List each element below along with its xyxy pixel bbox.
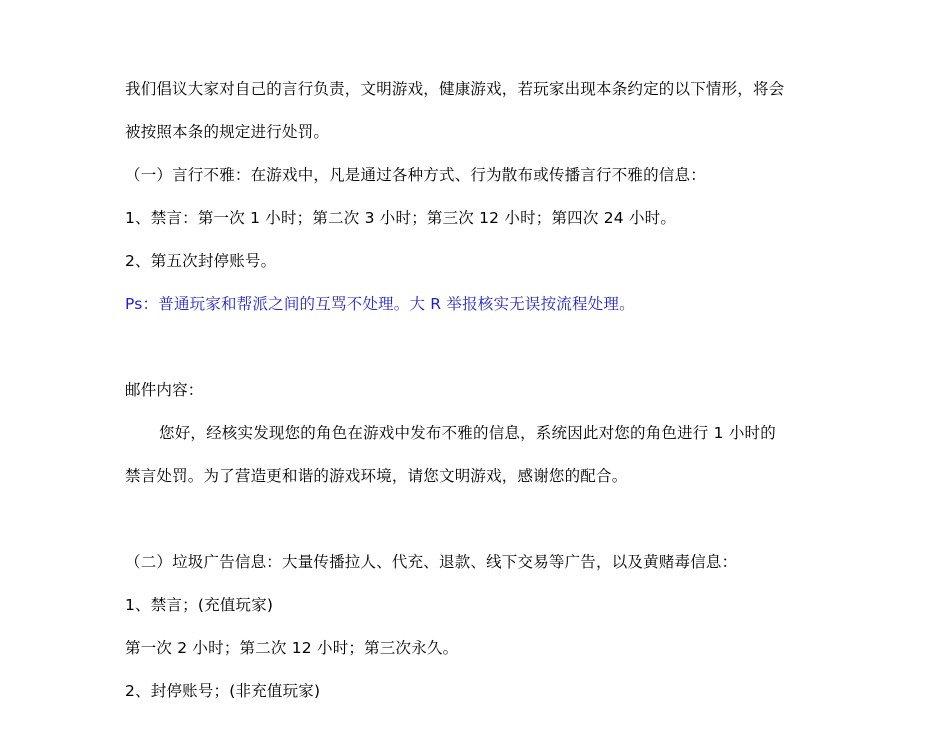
- mail-body-line-1: 您好，经核实发现您的角色在游戏中发布不雅的信息，系统因此对您的角色进行 1 小时的: [159, 424, 776, 442]
- section-2-item-2: 2、封停账号；(非充值玩家): [125, 682, 321, 700]
- mail-content-label: 邮件内容：: [125, 381, 204, 399]
- section-2-heading: （二）垃圾广告信息：大量传播拉人、代充、退款、线下交易等广告，以及黄赌毒信息：: [125, 553, 738, 571]
- section-1-heading: （一）言行不雅：在游戏中，凡是通过各种方式、行为散布或传播言行不雅的信息：: [125, 166, 706, 184]
- section-1-item-2: 2、第五次封停账号。: [125, 252, 277, 270]
- intro-paragraph-line-1: 我们倡议大家对自己的言行负责，文明游戏，健康游戏，若玩家出现本条约定的以下情形，将会: [125, 80, 785, 98]
- section-1-ps-note: Ps：普通玩家和帮派之间的互骂不处理。大 R 举报核实无误按流程处理。: [125, 295, 635, 313]
- section-2-item-1-detail: 第一次 2 小时；第二次 12 小时；第三次永久。: [125, 639, 459, 657]
- section-2-item-1: 1、禁言；(充值玩家): [125, 596, 274, 614]
- intro-paragraph-line-2: 被按照本条的规定进行处罚。: [125, 123, 330, 141]
- section-1-item-1: 1、禁言：第一次 1 小时；第二次 3 小时；第三次 12 小时；第四次 24 小时。: [125, 209, 677, 227]
- mail-body-line-2: 禁言处罚。为了营造更和谐的游戏环境，请您文明游戏，感谢您的配合。: [125, 467, 628, 485]
